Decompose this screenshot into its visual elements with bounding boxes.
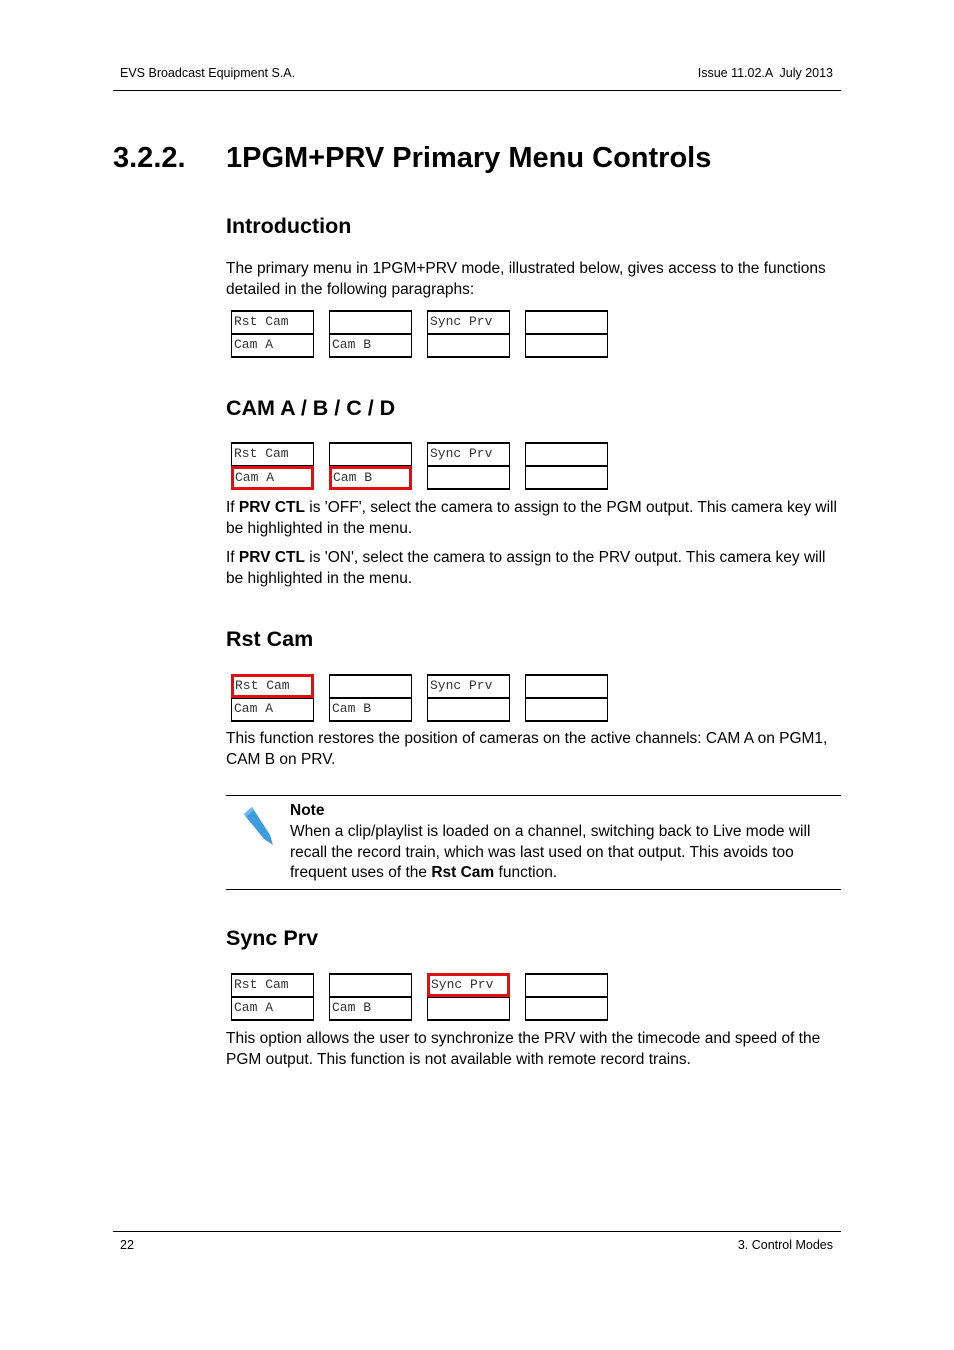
- cam-paragraph-off: If PRV CTL is 'OFF', select the camera to assign to the PGM output. This camera key will be highlighted in the menu.: [226, 499, 837, 537]
- menu-diagram-intro: [231, 310, 608, 358]
- menu-key-empty: [427, 698, 510, 722]
- page-number: 22: [120, 1238, 134, 1252]
- intro-paragraph: The primary menu in 1PGM+PRV mode, illustrated below, gives access to the functions detailed in the following paragraphs:: [226, 260, 826, 298]
- header-rule: [113, 90, 841, 91]
- note-box: [226, 795, 841, 890]
- menu-key-empty: [427, 997, 510, 1021]
- menu-diagram-cam: [231, 442, 608, 490]
- section-title: [113, 142, 711, 175]
- menu-key-cam-a: Cam A: [231, 698, 314, 722]
- menu-key-cam-b-highlighted: Cam B: [329, 466, 412, 490]
- menu-diagram-rst: [231, 674, 608, 722]
- menu-key-empty: [525, 442, 608, 466]
- menu-key-cam-a: Cam A: [231, 997, 314, 1021]
- menu-key-empty: [525, 698, 608, 722]
- menu-key-sync-prv: Sync Prv: [427, 442, 510, 466]
- menu-diagram-sync: [231, 973, 608, 1021]
- menu-key-empty: [329, 310, 412, 334]
- menu-key-cam-b: Cam B: [329, 334, 412, 358]
- menu-key-sync-prv: Sync Prv: [427, 310, 510, 334]
- sync-paragraph: This option allows the user to synchronize the PRV with the timecode and speed of the PGM output. This function is not available with remote record trains.: [226, 1030, 821, 1068]
- note-text: When a clip/playlist is loaded on a channel, switching back to Live mode will recall the record train, which was last used on that output. This avoids too frequent uses of the Rst Cam function.: [290, 823, 811, 881]
- menu-key-sync-prv: Sync Prv: [427, 674, 510, 698]
- menu-key-sync-prv-highlighted: Sync Prv: [427, 973, 510, 997]
- header-right: Issue 11.02.A July 2013: [697, 66, 833, 80]
- menu-key-rst-cam: Rst Cam: [231, 973, 314, 997]
- pencil-icon: [240, 805, 274, 845]
- header-left: EVS Broadcast Equipment S.A.: [120, 66, 296, 80]
- footer-rule: [113, 1231, 841, 1232]
- menu-key-empty: [525, 310, 608, 334]
- menu-key-cam-b: Cam B: [329, 698, 412, 722]
- menu-key-empty: [525, 674, 608, 698]
- cam-paragraph-on: If PRV CTL is 'ON', select the camera to assign to the PRV output. This camera key will be highlighted in the menu.: [226, 549, 826, 587]
- menu-key-empty: [329, 973, 412, 997]
- prv-ctl-term: PRV CTL: [238, 499, 305, 516]
- heading-sync-prv: Sync Prv: [226, 926, 319, 950]
- menu-key-rst-cam: Rst Cam: [231, 442, 314, 466]
- section-title-text: 1PGM+PRV Primary Menu Controls: [226, 142, 712, 174]
- menu-key-empty: [525, 997, 608, 1021]
- note-title: Note: [290, 802, 325, 819]
- menu-key-cam-a: Cam A: [231, 334, 314, 358]
- prv-ctl-term: PRV CTL: [238, 549, 305, 566]
- menu-key-empty: [525, 973, 608, 997]
- heading-introduction: Introduction: [226, 214, 352, 238]
- footer-chapter: 3. Control Modes: [737, 1238, 833, 1252]
- heading-rst-cam: Rst Cam: [226, 627, 314, 651]
- menu-key-empty: [427, 466, 510, 490]
- menu-key-cam-b: Cam B: [329, 997, 412, 1021]
- section-number: 3.2.2.: [113, 142, 186, 174]
- rst-cam-term: Rst Cam: [431, 864, 495, 881]
- menu-key-empty: [427, 334, 510, 358]
- menu-key-empty: [525, 334, 608, 358]
- heading-cam: CAM A / B / C / D: [226, 396, 396, 420]
- menu-key-rst-cam: Rst Cam: [231, 310, 314, 334]
- menu-key-cam-a-highlighted: Cam A: [231, 466, 314, 490]
- rst-paragraph: This function restores the position of cameras on the active channels: CAM A on PGM1, CAM B on PRV.: [226, 730, 828, 768]
- menu-key-rst-cam-highlighted: Rst Cam: [231, 674, 314, 698]
- menu-key-empty: [525, 466, 608, 490]
- menu-key-empty: [329, 442, 412, 466]
- menu-key-empty: [329, 674, 412, 698]
